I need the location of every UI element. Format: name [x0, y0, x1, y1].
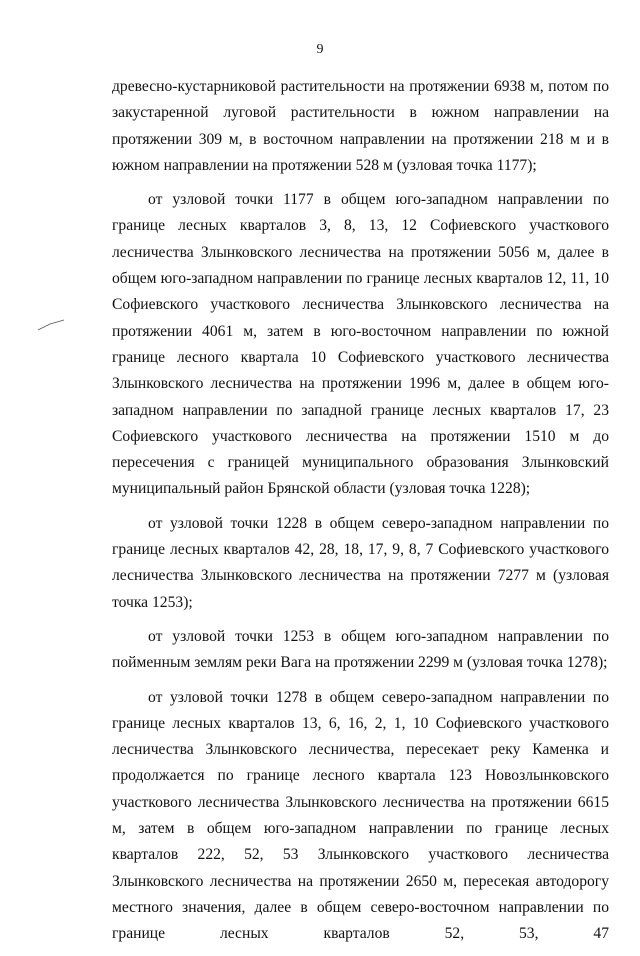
paragraph-node-1177: от узловой точки 1177 в общем юго-западном направлении по границе лесных кварталов 3, 8, 13, 12 Софиевского участкового лесничества Злынковского лесничества на протяжении 5056 м, далее в общем юго-западном направлении по границе лесных кварталов 12, 11, 10 Софиевского участкового лесничества Злынковского лесничества на протяжении 4061 м, затем в юго-восточном направлении по южной границе лесного квартала 10 Софиевского участкового лесничества Злынковского лесничества на протяжении 1996 м, далее в общем юго-западном направлении по западной границе лесных кварталов 17, 23 Софиевского участкового лесничества на протяжении 1510 м до пересечения с границей муниципального образования Злынковский муниципальный район Брянской области (узловая точка 1228);: [112, 191, 609, 498]
page-number: 9: [316, 42, 324, 57]
margin-pen-mark: [36, 318, 66, 332]
paragraph-node-1278: от узловой точки 1278 в общем северо-западном направлении по границе лесных кварталов 13, 6, 16, 2, 1, 10 Софиевского участкового лесничества Злынковского лесничества, пересекает реку Каменка и продолжается по границе лесного квартала 123 Новозлынковского участкового лесничества Злынковского лесничества на протяжении 6615 м, затем в общем юго-западном направлении по границе лесных кварталов 222, 52, 53 Злынковского участкового лесничества Злынковского лесничества на протяжении 2650 м, пересекая автодорогу местного значения, далее в общем северо-восточном направлении по границе лесных кварталов 52, 53, 47: [112, 688, 609, 943]
paragraph-node-1228: от узловой точки 1228 в общем северо-западном направлении по границе лесных кварталов 42, 28, 18, 17, 9, 8, 7 Софиевского участкового лесничества Злынковского лесничества на протяжении 7277 м (узловая точка 1253);: [112, 514, 609, 611]
document-body: [112, 74, 609, 956]
paragraph-continuation: древесно-кустарниковой растительности на протяжении 6938 м, потом по закустаренной луговой растительности в южном направлении на протяжении 309 м, в восточном направлении на протяжении 218 м и в южном направлении на протяжении 528 м (узловая точка 1177);: [112, 78, 609, 174]
paragraph-node-1253: от узловой точки 1253 в общем юго-западном направлении по пойменным землям реки Вага на протяжении 2299 м (узловая точка 1278);: [112, 627, 609, 672]
